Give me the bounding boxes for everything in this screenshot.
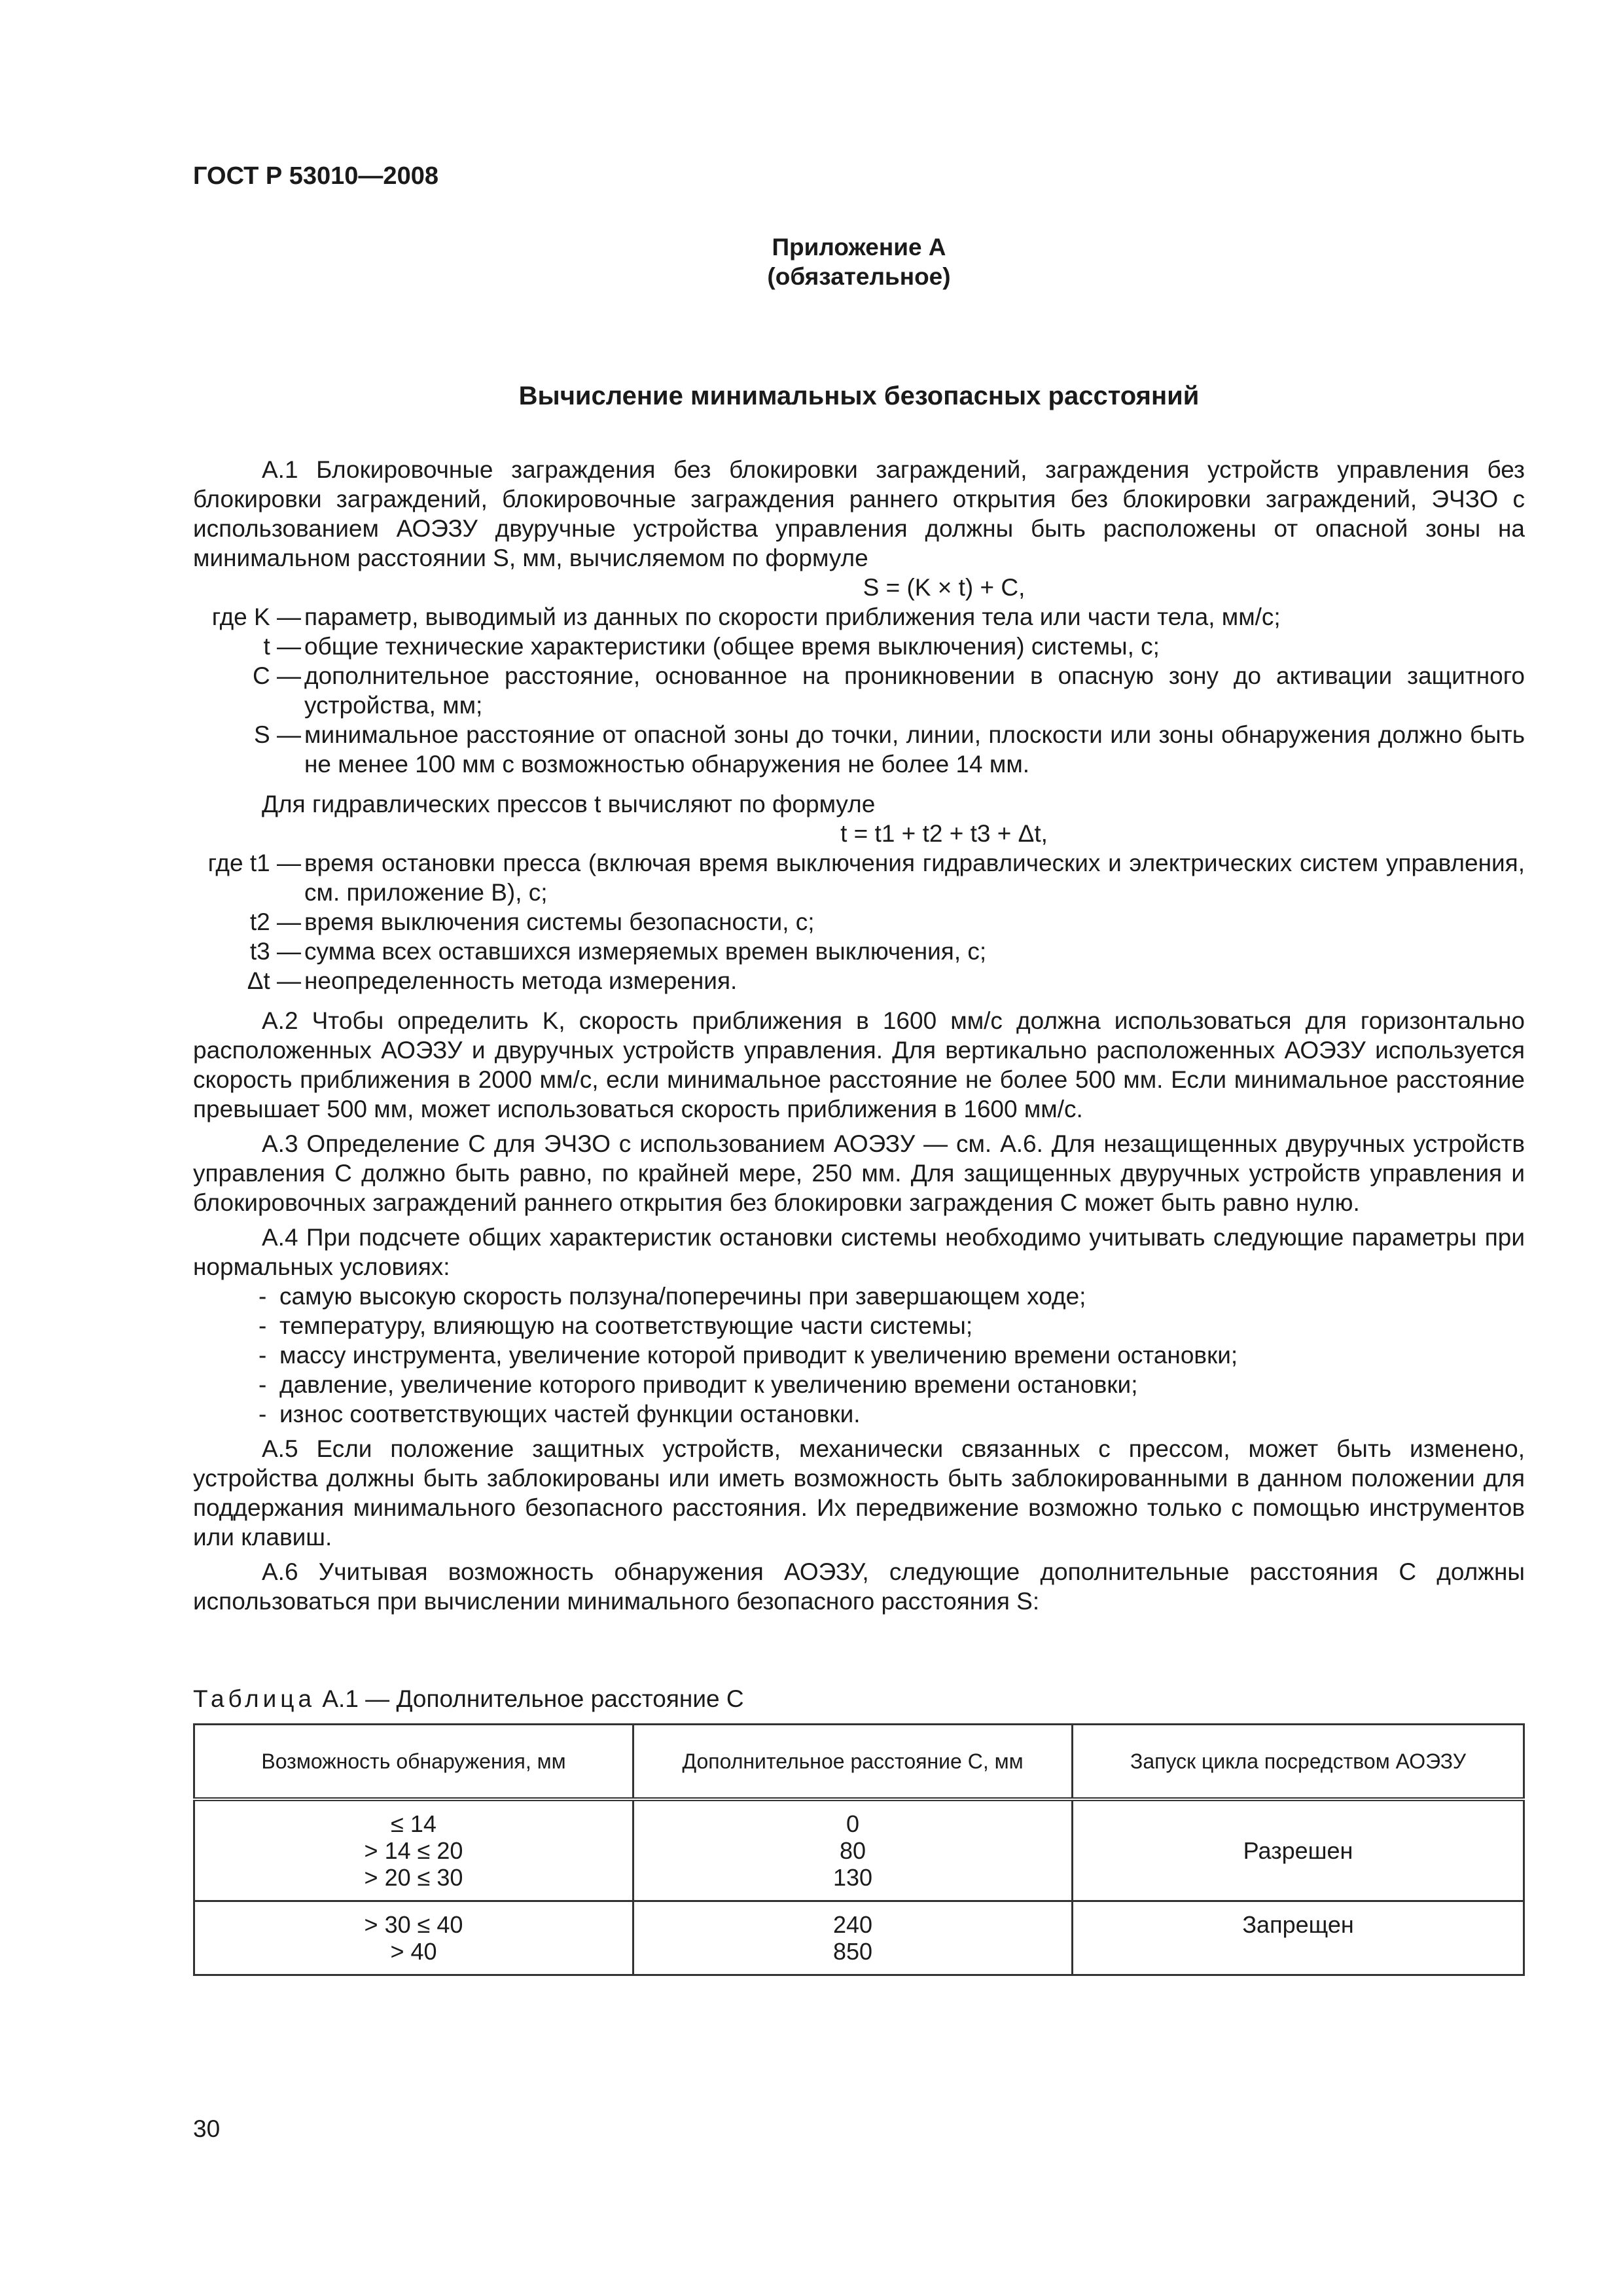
standard-header: ГОСТ Р 53010—2008 [193, 162, 438, 190]
definitions-list [193, 602, 1525, 779]
definition-text: общие технические характеристики (общее время выключения) системы, с; [304, 633, 1160, 660]
parameters-list [193, 1282, 1525, 1429]
definition-text: неопределенность метода измерения. [304, 967, 738, 994]
table-row [194, 1901, 1524, 1975]
annex-title: Приложение А [772, 234, 946, 260]
cell-value: > 40 [390, 1938, 437, 1965]
definition-term: t — [263, 633, 301, 660]
definition-text: дополнительное расстояние, основанное на проникновении в опасную зону до активации защитного устройства, мм; [304, 662, 1525, 719]
distance-cell [633, 1901, 1072, 1975]
definition-term: Δt — [247, 967, 301, 994]
document-body [193, 455, 1525, 1616]
cell-value: ≤ 14 [391, 1810, 437, 1837]
paragraph-a6: А.6 Учитывая возможность обнаружения АОЭЗУ, следующие дополнительные расстояния C должны использоваться при вычислении минимального безопасного расстояния S: [193, 1558, 1525, 1615]
detection-cell [194, 1901, 633, 1975]
table-row [194, 1799, 1524, 1901]
hydraulic-intro: Для гидравлических прессов t вычисляют по формуле [262, 791, 876, 817]
cell-value: 0 [846, 1810, 860, 1837]
annex-status: (обязательное) [767, 263, 951, 290]
definition-text: время выключения системы безопасности, с; [304, 908, 815, 935]
header-cycle-start: Запуск цикла посредством АОЭЗУ [1073, 1725, 1524, 1800]
paragraph-a3: А.3 Определение C для ЭЧЗО с использованием АОЭЗУ — см. А.6. Для незащищенных двуручных устройств управления C должно быть равно, по крайней мере, 250 мм. Для защищенных двуручных устройств управления и блокировочных заграждений раннего открытия без блокировки заграждения C может быть равно нулю. [193, 1130, 1525, 1216]
table-caption-text: А.1 — Дополнительное расстояние C [315, 1685, 744, 1712]
header-detection: Возможность обнаружения, мм [194, 1725, 633, 1800]
header-distance: Дополнительное расстояние С, мм [633, 1725, 1072, 1800]
list-item: - температуру, влияющую на соответствующие части системы; [259, 1311, 1525, 1340]
definition-t3 [193, 937, 1525, 966]
definition-t1 [193, 848, 1525, 907]
cell-value: 80 [840, 1837, 866, 1864]
definition-k [193, 602, 1525, 632]
definition-s [193, 720, 1525, 779]
cell-value: > 14 ≤ 20 [364, 1837, 463, 1864]
list-item: - давление, увеличение которого приводит к увеличению времени остановки; [259, 1370, 1525, 1399]
distance-cell [633, 1799, 1072, 1901]
cycle-start-cell: Запрещен [1073, 1901, 1524, 1975]
definition-c [193, 661, 1525, 720]
cell-value: > 30 ≤ 40 [364, 1911, 463, 1938]
definition-term: t3 — [249, 938, 301, 965]
definition-delta-t [193, 966, 1525, 996]
definition-term: где t1 — [207, 850, 301, 876]
list-item: - самую высокую скорость ползуна/поперечины при завершающем ходе; [259, 1282, 1525, 1311]
paragraph-a4: А.4 При подсчете общих характеристик остановки системы необходимо учитывать следующие параметры при нормальных условиях: [193, 1224, 1525, 1280]
definition-term: S — [254, 721, 301, 748]
paragraph-a2: А.2 Чтобы определить K, скорость приближения в 1600 мм/с должна использоваться для горизонтально расположенных АОЭЗУ и двуручных устройств управления. Для вертикально расположенных АОЭЗУ используется скорость приближения в 2000 мм/с, если минимальное расстояние не более 500 мм. Если минимальное расстояние превышает 500 мм, может использоваться скорость приближения в 1600 мм/с. [193, 1007, 1525, 1122]
table-caption-word: Таблица [193, 1685, 316, 1712]
cell-value: 130 [832, 1864, 873, 1891]
paragraph-a5: А.5 Если положение защитных устройств, механически связанных с прессом, может быть изменено, устройства должны быть заблокированы или иметь возможность быть заблокированными в данном положении для поддержания минимального безопасного расстояния. Их передвижение возможно только с помощью инструментов или клавиш. [193, 1435, 1525, 1551]
section-title: Вычисление минимальных безопасных расстояний [518, 382, 1200, 410]
additional-distance-table [193, 1723, 1525, 1976]
paragraph-a1: А.1 Блокировочные заграждения без блокировки заграждений, заграждения устройств управления без блокировки заграждений, блокировочные заграждения раннего открытия без блокировки заграждений, ЭЧЗО с использованием АОЭЗУ двуручные устройства управления должны быть расположены от опасной зоны на минимальном расстоянии S, мм, вычисляемом по формуле [193, 456, 1525, 571]
list-item: - износ соответствующих частей функции остановки. [259, 1399, 1525, 1429]
definition-text: сумма всех оставшихся измеряемых времен выключения, с; [304, 938, 987, 965]
definition-t [193, 632, 1525, 661]
cell-value: 850 [832, 1938, 873, 1965]
detection-cell [194, 1799, 633, 1901]
cycle-start-cell: Разрешен [1073, 1799, 1524, 1901]
page-number: 30 [193, 2115, 221, 2142]
table-header-row [194, 1725, 1524, 1800]
definition-text: минимальное расстояние от опасной зоны до точки, линии, плоскости или зоны обнаружения должно быть не менее 100 мм с возможностью обнаружения не более 14 мм. [304, 721, 1525, 778]
definition-text: параметр, выводимый из данных по скорости приближения тела или части тела, мм/с; [304, 603, 1281, 630]
table-caption [193, 1684, 744, 1713]
definition-term: t2 — [249, 908, 301, 935]
definition-term: C — [253, 662, 301, 689]
definitions-list-2 [193, 848, 1525, 996]
definition-term: где K — [211, 603, 301, 630]
list-item: - массу инструмента, увеличение которой приводит к увеличению времени остановки; [259, 1340, 1525, 1370]
formula-t: t = t1 + t2 + t3 + Δt, [840, 820, 1048, 847]
definition-text: время остановки пресса (включая время выключения гидравлических и электрических систем управления, см. приложение В), с; [304, 850, 1525, 906]
formula-s: S = (K × t) + C, [863, 574, 1026, 601]
definition-t2 [193, 907, 1525, 937]
cell-value: 240 [832, 1911, 873, 1938]
cell-value: > 20 ≤ 30 [364, 1864, 463, 1891]
